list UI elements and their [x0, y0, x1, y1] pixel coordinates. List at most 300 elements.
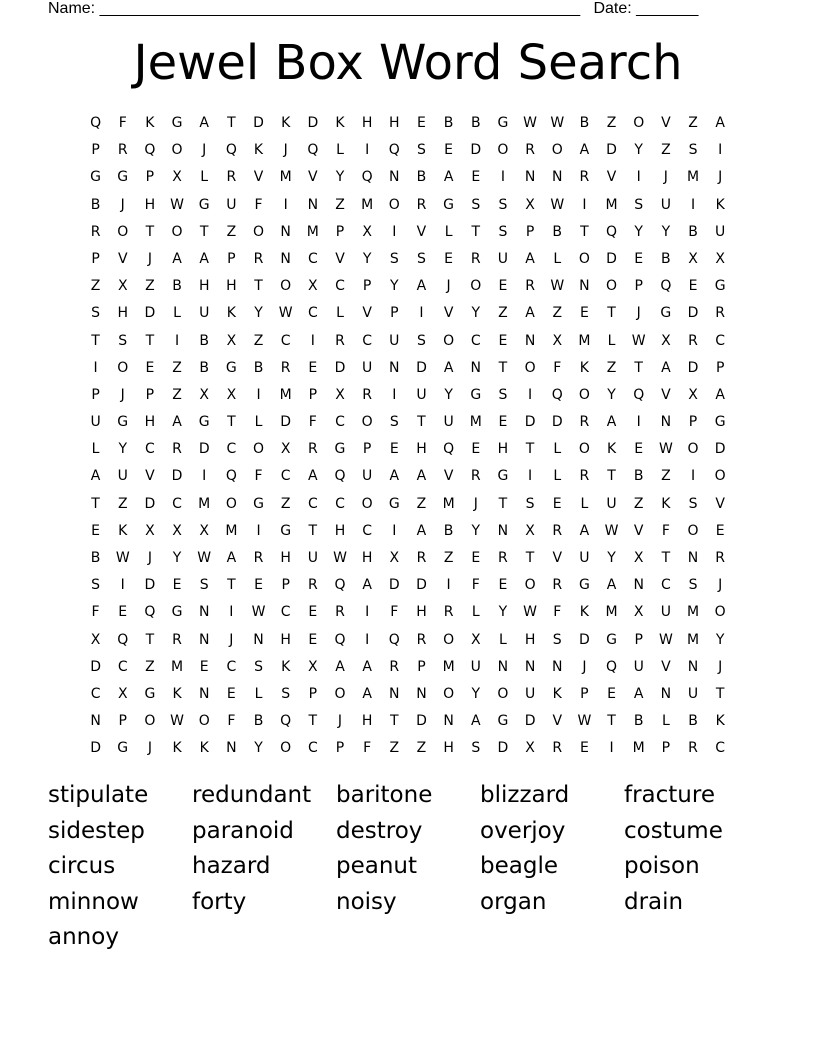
grid-letter: A: [470, 713, 481, 730]
grid-letter: D: [280, 414, 292, 431]
grid-letter: Z: [443, 550, 454, 566]
grid-letter: O: [117, 359, 129, 376]
grid-letter: E: [579, 305, 589, 322]
grid-letter: U: [660, 604, 671, 621]
grid-letter: O: [470, 278, 482, 295]
grid-letter: S: [417, 142, 426, 159]
grid-letter: H: [144, 414, 156, 431]
grid-letter: S: [471, 740, 481, 757]
grid-letter: R: [335, 604, 345, 621]
grid-letter: D: [524, 713, 536, 730]
grid-letter: G: [198, 196, 210, 213]
word-list-item: baritone: [336, 782, 433, 808]
grid-letter: F: [308, 414, 317, 431]
grid-letter: Y: [362, 250, 372, 267]
grid-row: [82, 409, 734, 436]
grid-letter: N: [660, 414, 672, 431]
grid-letter: G: [578, 577, 590, 594]
grid-letter: P: [335, 223, 345, 240]
grid-letter: O: [633, 115, 645, 131]
grid-letter: O: [280, 740, 292, 757]
grid-row: [82, 545, 734, 572]
word-list-item: annoy: [48, 924, 119, 950]
grid-letter: I: [446, 577, 451, 594]
grid-letter: S: [688, 142, 698, 159]
grid-letter: G: [606, 631, 617, 648]
grid-letter: S: [389, 250, 399, 267]
grid-letter: W: [523, 115, 537, 131]
grid-row: [82, 518, 734, 545]
grid-letter: S: [498, 223, 508, 240]
grid-letter: I: [718, 142, 723, 159]
grid-letter: C: [307, 495, 318, 512]
grid-letter: J: [663, 169, 668, 186]
grid-letter: T: [91, 495, 100, 512]
grid-letter: N: [416, 685, 427, 702]
grid-letter: B: [443, 522, 454, 539]
word-list-item: drain: [624, 888, 684, 915]
grid-letter: A: [606, 577, 617, 594]
grid-letter: B: [253, 359, 264, 376]
grid-letter: A: [362, 577, 372, 594]
grid-letter: Y: [172, 550, 182, 566]
grid-letter: Q: [334, 577, 346, 594]
grid-letter: A: [308, 468, 318, 485]
grid-letter: Q: [225, 468, 237, 485]
grid-letter: B: [443, 115, 454, 131]
grid-letter: Z: [226, 223, 237, 240]
grid-letter: M: [306, 223, 319, 240]
grid-letter: Y: [634, 142, 643, 159]
grid-letter: M: [225, 522, 238, 539]
grid-letter: Z: [145, 658, 155, 675]
grid-letter: T: [607, 468, 616, 485]
grid-letter: A: [199, 115, 209, 131]
grid-letter: C: [280, 468, 291, 485]
grid-letter: P: [362, 278, 372, 295]
word-list-item: peanut: [336, 853, 418, 879]
grid-letter: Z: [606, 359, 617, 376]
grid-letter: Z: [117, 495, 128, 512]
grid-letter: X: [335, 386, 345, 403]
grid-letter: D: [687, 359, 699, 376]
grid-letter: X: [308, 278, 318, 295]
grid-letter: S: [688, 577, 698, 594]
grid-letter: Q: [660, 278, 672, 295]
grid-letter: D: [416, 359, 427, 376]
grid-letter: I: [229, 604, 234, 621]
grid-letter: Y: [498, 604, 508, 621]
grid-letter: L: [200, 169, 209, 186]
grid-letter: Z: [633, 495, 644, 512]
grid-letter: N: [198, 631, 210, 648]
grid-letter: G: [497, 713, 509, 730]
grid-letter: X: [633, 550, 644, 566]
grid-letter: T: [607, 713, 616, 730]
grid-letter: P: [145, 386, 155, 403]
word-list-item: beagle: [480, 853, 558, 879]
grid-letter: F: [254, 468, 263, 485]
grid-letter: O: [714, 468, 726, 485]
grid-letter: D: [388, 577, 400, 594]
grid-letter: R: [498, 550, 508, 566]
grid-letter: C: [715, 740, 726, 757]
grid-letter: F: [553, 359, 562, 376]
grid-letter: W: [251, 604, 266, 621]
grid-letter: K: [226, 305, 236, 322]
grid-letter: G: [144, 685, 156, 702]
grid-letter: P: [715, 359, 725, 376]
grid-letter: M: [279, 386, 292, 403]
grid-letter: H: [524, 631, 536, 648]
grid-letter: X: [145, 522, 155, 539]
grid-letter: I: [690, 196, 696, 213]
name-label: Name:: [48, 0, 96, 17]
grid-letter: V: [145, 468, 155, 485]
grid-letter: O: [225, 495, 237, 512]
header-line: [48, 0, 698, 18]
grid-letter: N: [226, 740, 237, 757]
grid-letter: A: [633, 685, 644, 702]
grid-letter: Q: [307, 142, 319, 159]
grid-row: [82, 436, 734, 463]
grid-letter: M: [686, 169, 700, 186]
grid-letter: T: [525, 550, 535, 566]
grid-letter: N: [579, 278, 590, 295]
grid-letter: D: [606, 142, 617, 159]
grid-letter: N: [280, 223, 291, 240]
grid-letter: Z: [416, 740, 427, 757]
grid-letter: H: [416, 604, 427, 621]
word-list-item: sidestep: [48, 817, 145, 844]
grid-letter: I: [392, 522, 397, 539]
grid-letter: B: [90, 196, 101, 213]
grid-letter: C: [362, 332, 373, 349]
grid-letter: R: [579, 414, 590, 431]
grid-letter: J: [283, 142, 288, 159]
grid-letter: X: [525, 196, 535, 213]
grid-letter: A: [362, 685, 372, 702]
grid-letter: X: [470, 631, 481, 648]
grid-letter: T: [525, 441, 535, 458]
grid-letter: E: [471, 550, 481, 566]
grid-row: [82, 164, 734, 191]
grid-letter: T: [417, 414, 426, 431]
grid-row: [82, 572, 734, 599]
grid-letter: F: [254, 196, 263, 213]
grid-letter: G: [117, 740, 129, 757]
grid-letter: H: [361, 115, 373, 131]
grid-letter: Q: [90, 115, 102, 131]
grid-letter: X: [525, 522, 535, 539]
grid-letter: R: [715, 550, 726, 566]
grid-letter: Q: [388, 631, 400, 648]
grid-letter: N: [90, 713, 101, 730]
grid-letter: F: [471, 577, 480, 594]
grid-letter: D: [687, 305, 699, 322]
grid-letter: J: [337, 713, 343, 730]
grid-letter: Y: [607, 550, 616, 566]
grid-letter: N: [497, 658, 509, 675]
grid-letter: P: [227, 250, 236, 267]
grid-letter: O: [497, 685, 509, 702]
grid-letter: Z: [90, 278, 101, 295]
grid-letter: I: [609, 740, 614, 757]
grid-letter: N: [551, 658, 563, 675]
grid-letter: W: [523, 604, 537, 621]
grid-letter: E: [226, 685, 236, 702]
grid-letter: P: [118, 713, 127, 730]
grid-letter: C: [715, 332, 726, 349]
grid-letter: T: [145, 631, 155, 648]
grid-letter: K: [172, 740, 182, 757]
grid-letter: R: [443, 604, 454, 621]
grid-letter: D: [714, 441, 726, 458]
grid-letter: R: [226, 169, 237, 186]
grid-letter: A: [199, 250, 209, 267]
grid-letter: G: [334, 441, 346, 458]
grid-row: [82, 491, 734, 518]
grid-letter: E: [417, 115, 426, 131]
grid-letter: A: [579, 142, 590, 159]
grid-row: [82, 708, 734, 735]
grid-letter: L: [580, 495, 589, 512]
grid-letter: O: [687, 441, 699, 458]
grid-letter: P: [580, 685, 589, 702]
grid-letter: Q: [551, 386, 563, 403]
grid-letter: I: [256, 522, 261, 539]
grid-letter: H: [361, 550, 373, 566]
grid-letter: N: [551, 169, 563, 186]
grid-letter: C: [335, 278, 345, 295]
grid-letter: R: [307, 577, 318, 594]
grid-letter: F: [363, 740, 372, 757]
grid-letter: R: [307, 441, 318, 458]
grid-letter: A: [443, 359, 454, 376]
grid-letter: G: [660, 305, 672, 322]
grid-letter: X: [172, 522, 182, 539]
grid-letter: T: [634, 359, 643, 376]
grid-letter: K: [606, 441, 617, 458]
grid-row: [82, 382, 734, 409]
grid-letter: X: [199, 522, 209, 539]
grid-letter: O: [551, 142, 563, 159]
grid-letter: I: [120, 577, 125, 594]
grid-letter: K: [335, 115, 345, 131]
grid-letter: R: [362, 386, 372, 403]
grid-letter: D: [470, 142, 482, 159]
grid-letter: Q: [606, 658, 618, 675]
grid-letter: C: [226, 441, 237, 458]
grid-letter: T: [661, 550, 671, 566]
grid-letter: O: [578, 386, 590, 403]
grid-letter: I: [365, 604, 370, 621]
grid-letter: F: [553, 604, 562, 621]
grid-letter: B: [199, 332, 209, 349]
grid-letter: I: [310, 332, 315, 349]
grid-letter: V: [552, 550, 563, 566]
grid-letter: P: [91, 386, 100, 403]
grid-letter: D: [334, 359, 346, 376]
grid-letter: T: [308, 522, 318, 539]
grid-letter: I: [582, 196, 587, 213]
grid-letter: L: [661, 713, 670, 730]
grid-letter: B: [579, 115, 590, 131]
grid-letter: K: [253, 142, 264, 159]
grid-letter: I: [365, 631, 370, 648]
grid-letter: J: [147, 250, 152, 267]
grid-letter: C: [117, 658, 128, 675]
grid-letter: K: [715, 196, 725, 213]
grid-letter: A: [389, 468, 400, 485]
grid-letter: I: [528, 468, 533, 485]
grid-letter: J: [718, 658, 723, 675]
grid-letter: E: [308, 604, 318, 621]
grid-letter: A: [335, 658, 345, 675]
grid-letter: V: [552, 713, 563, 730]
grid-row: [82, 599, 734, 626]
grid-letter: V: [416, 223, 427, 240]
grid-letter: E: [254, 577, 263, 594]
grid-letter: O: [578, 250, 590, 267]
grid-letter: Y: [118, 441, 128, 458]
grid-letter: R: [389, 658, 400, 675]
grid-letter: W: [577, 713, 592, 730]
grid-letter: Y: [634, 223, 643, 240]
grid-letter: V: [633, 522, 644, 539]
grid-letter: D: [171, 468, 183, 485]
grid-letter: E: [471, 169, 481, 186]
grid-letter: W: [658, 441, 673, 458]
grid-letter: Y: [471, 685, 481, 702]
grid-letter: K: [145, 115, 155, 131]
grid-letter: W: [333, 550, 347, 566]
grid-letter: S: [91, 305, 101, 322]
grid-letter: S: [498, 196, 508, 213]
grid-letter: P: [281, 577, 290, 594]
grid-letter: Z: [552, 305, 563, 322]
page-title: Jewel Box Word Search: [133, 35, 683, 91]
grid-letter: Z: [280, 495, 291, 512]
grid-letter: P: [634, 631, 643, 648]
grid-letter: P: [390, 305, 399, 322]
grid-letter: V: [661, 658, 671, 675]
grid-letter: R: [416, 550, 427, 566]
grid-letter: M: [361, 196, 374, 213]
grid-letter: H: [280, 550, 291, 566]
grid-letter: X: [362, 223, 372, 240]
grid-letter: G: [225, 359, 237, 376]
grid-letter: X: [226, 386, 237, 403]
grid-letter: K: [199, 740, 209, 757]
grid-letter: K: [172, 685, 182, 702]
grid-letter: E: [498, 332, 508, 349]
grid-letter: L: [553, 468, 562, 485]
grid-letter: R: [579, 169, 590, 186]
grid-letter: U: [660, 196, 671, 213]
grid-letter: J: [120, 386, 125, 403]
grid-letter: A: [443, 169, 454, 186]
grid-letter: O: [606, 278, 618, 295]
grid-letter: G: [388, 495, 400, 512]
grid-letter: Z: [145, 278, 155, 295]
grid-letter: K: [552, 685, 562, 702]
grid-letter: M: [578, 332, 591, 349]
grid-letter: D: [524, 414, 536, 431]
grid-letter: S: [525, 495, 535, 512]
grid-row: [82, 627, 734, 654]
grid-letter: R: [90, 223, 101, 240]
grid-letter: G: [497, 468, 509, 485]
grid-letter: Y: [715, 631, 725, 648]
grid-letter: Q: [633, 386, 645, 403]
grid-letter: P: [634, 278, 643, 295]
grid-letter: S: [688, 495, 698, 512]
grid-letter: P: [362, 441, 372, 458]
grid-letter: X: [280, 441, 291, 458]
grid-letter: X: [715, 250, 725, 267]
grid-letter: L: [91, 441, 100, 458]
grid-letter: P: [688, 414, 698, 431]
word-list: [48, 778, 768, 956]
grid-letter: O: [253, 223, 265, 240]
grid-letter: H: [389, 115, 400, 131]
grid-letter: A: [715, 386, 725, 403]
grid-letter: Q: [334, 468, 346, 485]
grid-letter: Q: [280, 713, 292, 730]
grid-letter: I: [636, 169, 641, 186]
grid-letter: S: [417, 250, 426, 267]
grid-letter: B: [416, 169, 427, 186]
grid-letter: G: [198, 414, 210, 431]
grid-letter: Q: [144, 604, 156, 621]
grid-letter: J: [582, 658, 587, 675]
grid-letter: P: [335, 740, 345, 757]
grid-letter: E: [634, 441, 644, 458]
grid-letter: N: [660, 685, 672, 702]
grid-letter: V: [715, 495, 725, 512]
grid-letter: G: [171, 604, 183, 621]
grid-letter: B: [633, 468, 644, 485]
grid-letter: I: [256, 386, 261, 403]
grid-letter: I: [283, 196, 288, 213]
grid-letter: U: [443, 414, 454, 431]
grid-letter: Y: [607, 386, 616, 403]
grid-letter: T: [254, 278, 263, 295]
grid-letter: R: [688, 740, 698, 757]
grid-letter: T: [390, 713, 399, 730]
grid-letter: N: [389, 169, 400, 186]
grid-letter: M: [605, 196, 618, 213]
grid-letter: V: [606, 169, 617, 186]
grid-letter: Y: [471, 305, 481, 322]
grid-letter: M: [469, 414, 482, 431]
grid-letter: C: [335, 495, 345, 512]
grid-letter: J: [718, 577, 723, 594]
grid-letter: T: [498, 495, 508, 512]
grid-letter: Y: [471, 522, 481, 539]
grid-letter: C: [660, 577, 671, 594]
letter-grid: [82, 110, 734, 763]
grid-letter: Z: [688, 115, 698, 131]
grid-letter: D: [606, 250, 617, 267]
grid-letter: M: [686, 631, 700, 648]
grid-row: [82, 246, 734, 273]
grid-letter: P: [145, 169, 155, 186]
grid-letter: A: [579, 522, 590, 539]
grid-letter: Y: [444, 386, 453, 403]
grid-letter: X: [226, 332, 237, 349]
